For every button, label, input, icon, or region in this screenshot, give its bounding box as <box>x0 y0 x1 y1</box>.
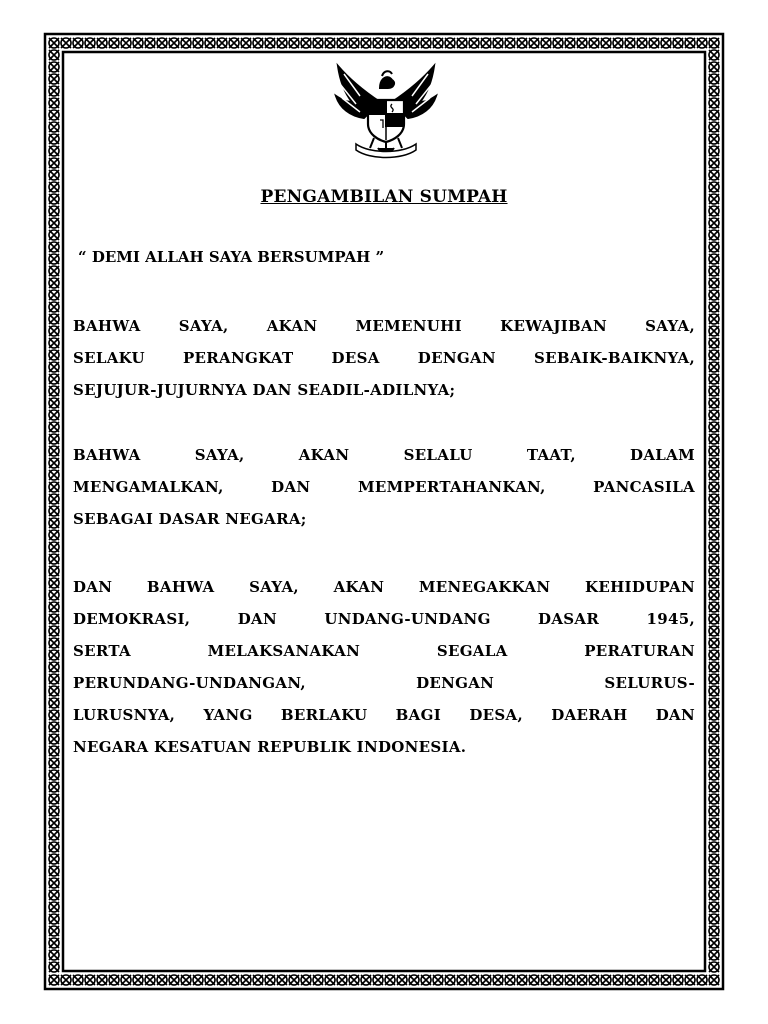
oath-paragraph-2 <box>73 439 695 535</box>
paragraph-line: BAHWA SAYA, AKAN SELALU TAAT, DALAM <box>73 446 695 464</box>
paragraph-line: LURUSNYA, YANG BERLAKU BAGI DESA, DAERAH DAN <box>73 706 695 724</box>
paragraph-line: SEBAGAI DASAR NEGARA; <box>73 510 307 528</box>
garuda-emblem-icon <box>330 62 442 160</box>
oath-paragraph-1 <box>73 310 695 406</box>
paragraph-line: SEJUJUR-JUJURNYA DAN SEADIL-ADILNYA; <box>73 381 456 399</box>
paragraph-line: DAN BAHWA SAYA, AKAN MENEGAKKAN KEHIDUPAN <box>73 578 695 596</box>
paragraph-line: SERTA MELAKSANAKAN SEGALA PERATURAN <box>73 642 695 660</box>
oath-opening: “ DEMI ALLAH SAYA BERSUMPAH ” <box>78 248 385 266</box>
paragraph-line: PERUNDANG-UNDANGAN, DENGAN SELURUS- <box>73 674 695 692</box>
paragraph-line: NEGARA KESATUAN REPUBLIK INDONESIA. <box>73 738 467 756</box>
paragraph-line: DEMOKRASI, DAN UNDANG-UNDANG DASAR 1945, <box>73 610 695 628</box>
page-title: PENGAMBILAN SUMPAH <box>260 187 508 207</box>
paragraph-line: BAHWA SAYA, AKAN MEMENUHI KEWAJIBAN SAYA, <box>73 317 695 335</box>
paragraph-line: SELAKU PERANGKAT DESA DENGAN SEBAIK-BAIKNYA, <box>73 349 695 367</box>
paragraph-line: MENGAMALKAN, DAN MEMPERTAHANKAN, PANCASILA <box>73 478 695 496</box>
oath-paragraph-3 <box>73 571 695 763</box>
